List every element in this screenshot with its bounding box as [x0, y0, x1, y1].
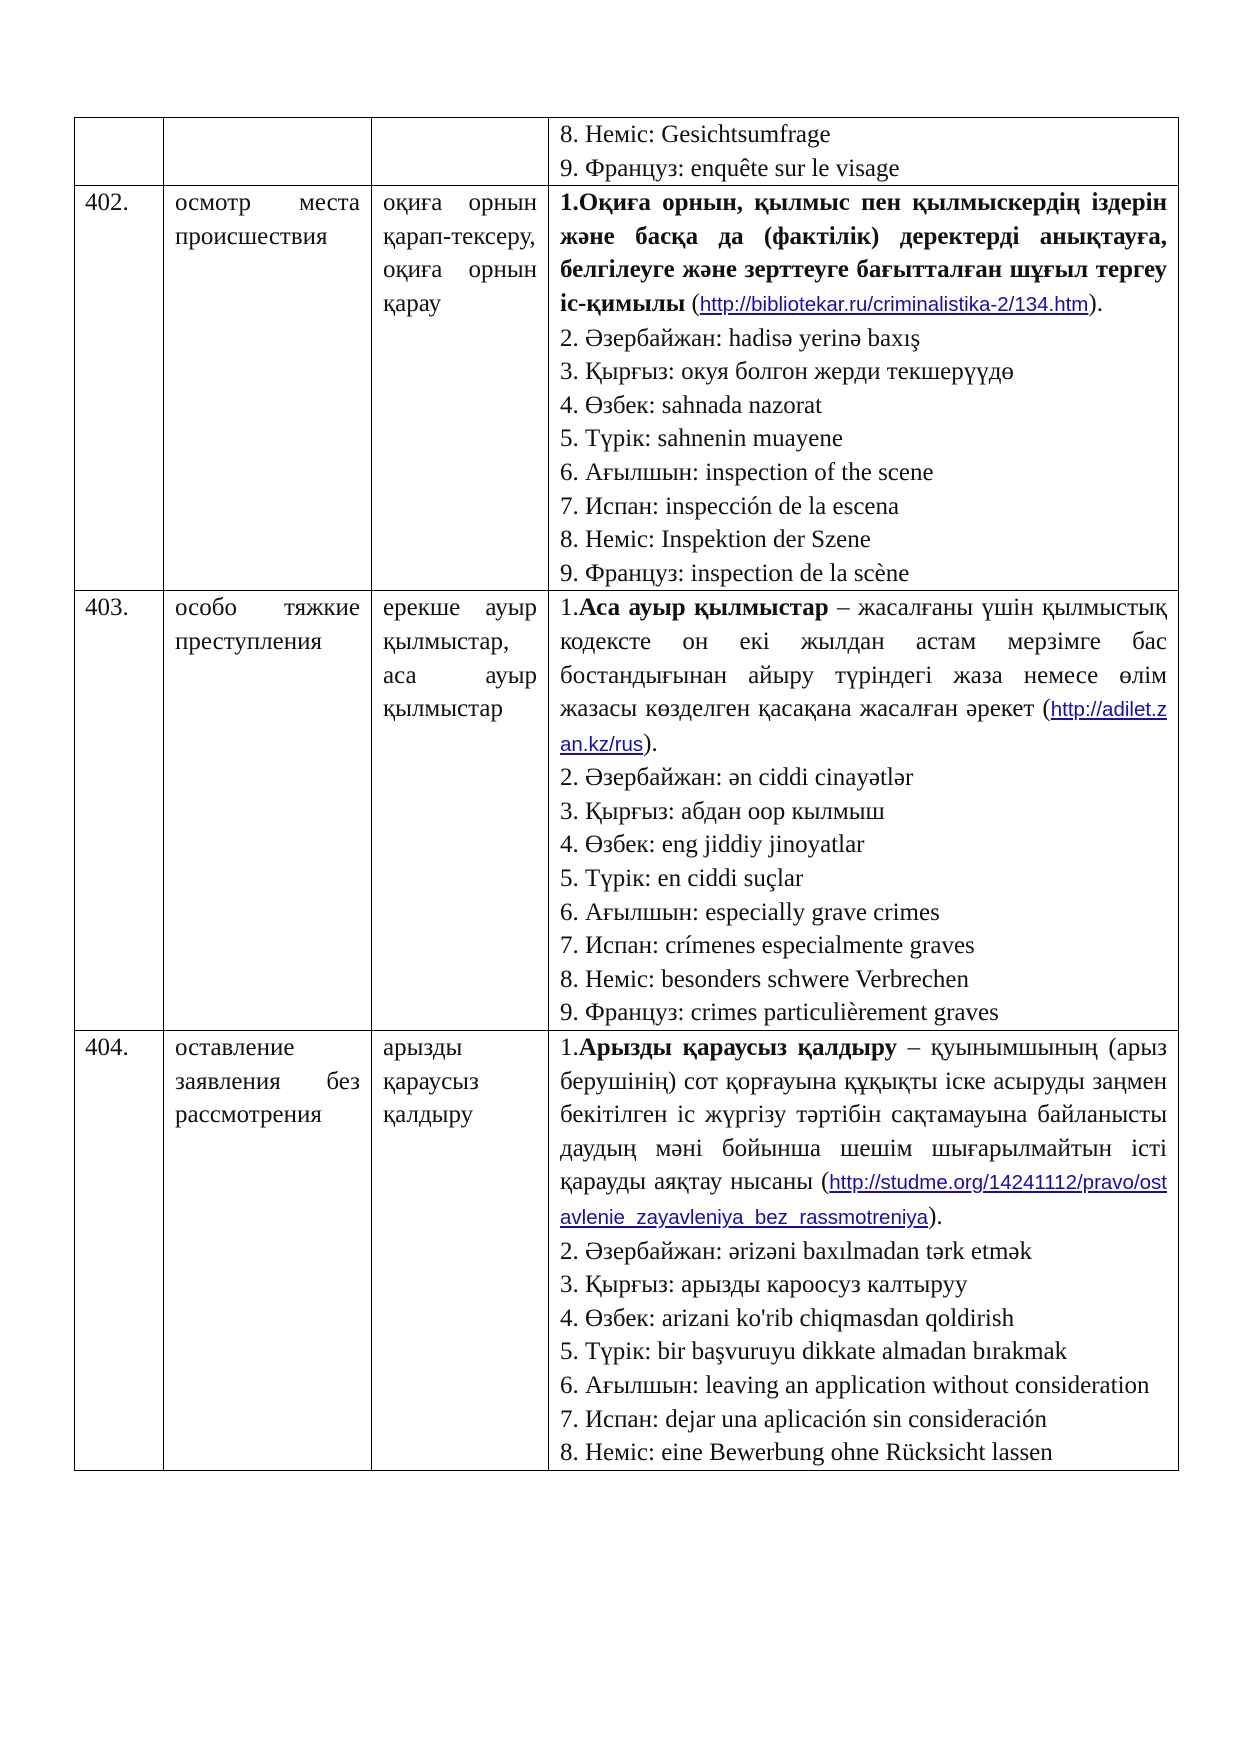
translation-line: 3. Қырғыз: абдан оор кылмыш [560, 797, 885, 825]
definition-cell [549, 1031, 1179, 1471]
translation-line: 8. Неміс: eine Bewerbung ohne Rücksicht lassen [560, 1439, 1053, 1467]
translation-line: 7. Испан: dejar una aplicación sin consideración [560, 1405, 1047, 1433]
translation-line: 8. Неміс: Gesichtsumfrage [560, 121, 831, 148]
translation-line: 5. Түрік: en ciddi suçlar [560, 865, 804, 893]
definition-source-open: ( [1034, 695, 1051, 723]
russian-term: осмотр места происшествия [164, 186, 372, 591]
translation-line: 8. Неміс: Inspektion der Szene [560, 526, 871, 554]
definition-term: Оқиға орнын, қылмыс пен қылмыскердің іздерін және басқа да (фактілік) деректерді анықтауға, белгілеуге және зерттеуге бағытталған шұғыл тергеу іс-қимылы [560, 189, 1167, 317]
entry-number [75, 118, 164, 186]
translation-line: 2. Әзербайжан: ərizəni baxılmadan tərk etmək [560, 1237, 1032, 1265]
definition-body: – жасалғаны үшін қылмыстық кодексте он екі жылдан астам мерзімге бас бостандығынан айыру түріндегі жаза немесе өлім жазасы көзделген қасақана жасалған әрекет [560, 594, 1167, 723]
definition-prefix: 1. [560, 189, 579, 217]
definition-term: Аса ауыр қылмыстар [578, 594, 829, 622]
translation-line: 2. Әзербайжан: hadisə yerinə baxış [560, 324, 921, 352]
definition-source-close: ). [1088, 289, 1103, 317]
translation-line: 2. Әзербайжан: ən ciddi cinayətlər [560, 764, 914, 792]
definition-text [560, 1031, 1167, 1235]
glossary-table [74, 117, 1179, 1471]
translation-line: 9. Француз: crimes particulièrement graves [560, 999, 999, 1027]
definition-term: Арызды қараусыз қалдыру [578, 1034, 898, 1062]
entry-number: 404. [75, 1031, 164, 1471]
source-link[interactable]: http://adilet.zan.kz/rus [560, 698, 1167, 756]
definition-text [560, 591, 1167, 761]
translation-line: 3. Қырғыз: окуя болгон жерди текшерүүдө [560, 358, 1014, 386]
glossary-table-body [75, 118, 1179, 1471]
kazakh-term: оқиға орнын қарап-тексеру, оқиға орнын қарау [372, 186, 549, 591]
translation-line: 4. Өзбек: sahnada nazorat [560, 391, 823, 419]
russian-term: особо тяжкие преступления [164, 591, 372, 1031]
translation-line: 9. Француз: enquête sur le visage [560, 154, 900, 182]
definition-body: – қуынымшының (арыз берушінің) сот қорғауына құқықты іске асыруды заңмен бекітілген іс жүргізу тәртібін сақтамауына байланысты даудың мәні бойынша шешім шығарылмайтын істі қарауды аяқтау нысаны [560, 1034, 1167, 1196]
kazakh-term: ерекше ауыр қылмыстар, аса ауыр қылмыстар [372, 591, 549, 1031]
translation-line: 9. Француз: inspection de la scène [560, 559, 910, 587]
table-row [75, 186, 1179, 591]
kazakh-term [372, 118, 549, 186]
translation-line: 7. Испан: inspección de la escena [560, 492, 900, 520]
entry-number: 403. [75, 591, 164, 1031]
translation-line: 5. Түрік: bir başvuruyu dikkate almadan bırakmak [560, 1338, 1068, 1366]
definition-source-open: ( [813, 1168, 830, 1196]
definition-cell [549, 118, 1179, 186]
source-link[interactable]: http://studme.org/14241112/pravo/ostavlenie_zayavleniya_bez_rassmotreniya [560, 1171, 1167, 1229]
translation-line: 8. Неміс: besonders schwere Verbrechen [560, 965, 969, 993]
translation-line: 6. Ағылшын: especially grave crimes [560, 898, 940, 926]
kazakh-term: арызды қараусыз қалдыру [372, 1031, 549, 1471]
translation-line: 3. Қырғыз: арызды кароосуз калтыруу [560, 1271, 968, 1299]
definition-text [560, 186, 1167, 321]
entry-number: 402. [75, 186, 164, 591]
table-row [75, 591, 1179, 1031]
translation-line: 4. Өзбек: arizani ko'rib chiqmasdan qoldirish [560, 1304, 1015, 1332]
definition-cell [549, 186, 1179, 591]
definition-prefix: 1. [560, 594, 579, 622]
translation-line: 5. Түрік: sahnenin muayene [560, 425, 843, 453]
russian-term [164, 118, 372, 186]
translation-line: 6. Ағылшын: leaving an application without consideration [560, 1371, 1150, 1399]
translation-line: 6. Ағылшын: inspection of the scene [560, 458, 934, 486]
definition-source-open: ( [685, 289, 700, 317]
definition-prefix: 1. [560, 1034, 579, 1062]
russian-term: оставление заявления без рассмотрения [164, 1031, 372, 1471]
definition-source-close: ). [928, 1203, 943, 1230]
definition-cell [549, 591, 1179, 1031]
table-row [75, 1031, 1179, 1471]
table-row [75, 118, 1179, 186]
source-link[interactable]: http://bibliotekar.ru/criminalistika-2/134.htm [699, 292, 1089, 316]
definition-source-close: ). [643, 729, 658, 757]
translation-line: 7. Испан: crímenes especialmente graves [560, 932, 975, 960]
translation-line: 4. Өзбек: eng jiddiy jinoyatlar [560, 831, 865, 859]
